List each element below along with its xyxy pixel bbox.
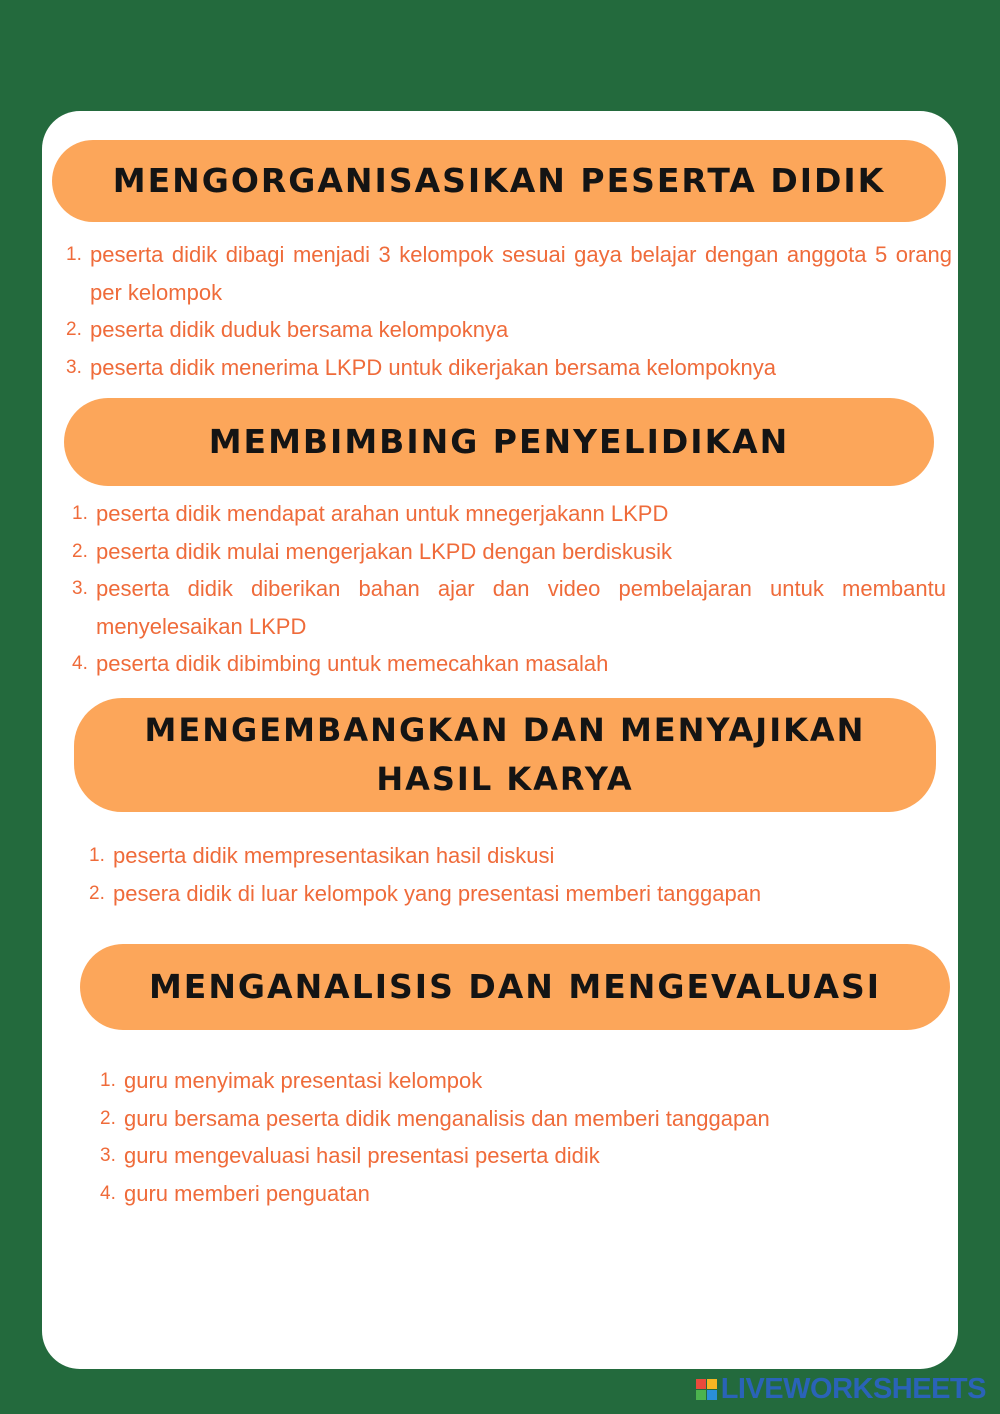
list-item: 1. guru menyimak presentasi kelompok [100, 1068, 483, 1093]
list-item: 1. peserta didik dibagi menjadi 3 kelompok sesuai gaya belajar dengan anggota 5 orang per kelompok [66, 242, 952, 305]
list-item: 3. peserta didik menerima LKPD untuk dikerjakan bersama kelompoknya [66, 354, 777, 380]
list-item: 2. pesera didik di luar kelompok yang presentasi memberi tanggapan [89, 880, 762, 906]
list-item: 2. guru bersama peserta didik menganalisis dan memberi tanggapan [100, 1105, 770, 1131]
section-2-header [64, 398, 934, 486]
watermark-text: LIVEWORKSHEETS [720, 1372, 986, 1405]
list-item: 4. peserta didik dibimbing untuk memecahkan masalah [72, 651, 609, 676]
section-2-list [72, 495, 946, 683]
list-item: 3. peserta didik diberikan bahan ajar dan video pembelajaran untuk membantu menyelesaikan LKPD [72, 576, 946, 639]
section-4-header [80, 944, 950, 1030]
liveworksheets-watermark[interactable] [696, 1372, 986, 1406]
list-item: 1. peserta didik mempresentasikan hasil diskusi [89, 843, 555, 868]
list-item: 2. peserta didik mulai mengerjakan LKPD dengan berdiskusik [72, 538, 672, 564]
list-item: 1. peserta didik mendapat arahan untuk mnegerjakann LKPD [72, 501, 669, 526]
section-3-title-line2: HASIL KARYA [376, 760, 634, 798]
list-item: 3. guru mengevaluasi hasil presentasi peserta didik [100, 1143, 600, 1168]
section-4-title: MENGANALISIS DAN MENGEVALUASI [148, 967, 882, 1007]
section-3-title-line1: MENGEMBANGKAN DAN MENYAJIKAN [144, 711, 866, 750]
section-1-list [66, 236, 952, 386]
liveworksheets-logo-icon [696, 1379, 717, 1400]
list-item: 2. peserta didik duduk bersama kelompoknya [66, 317, 509, 342]
list-item: 4. guru memberi penguatan [100, 1180, 370, 1206]
section-3-header [74, 698, 936, 812]
section-4-list [100, 1062, 940, 1212]
section-1-header [52, 140, 946, 222]
section-1-title: MENGORGANISASIKAN PESERTA DIDIK [112, 161, 886, 201]
section-2-title: MEMBIMBING PENYELIDIKAN [208, 422, 790, 462]
section-3-list [89, 837, 939, 912]
